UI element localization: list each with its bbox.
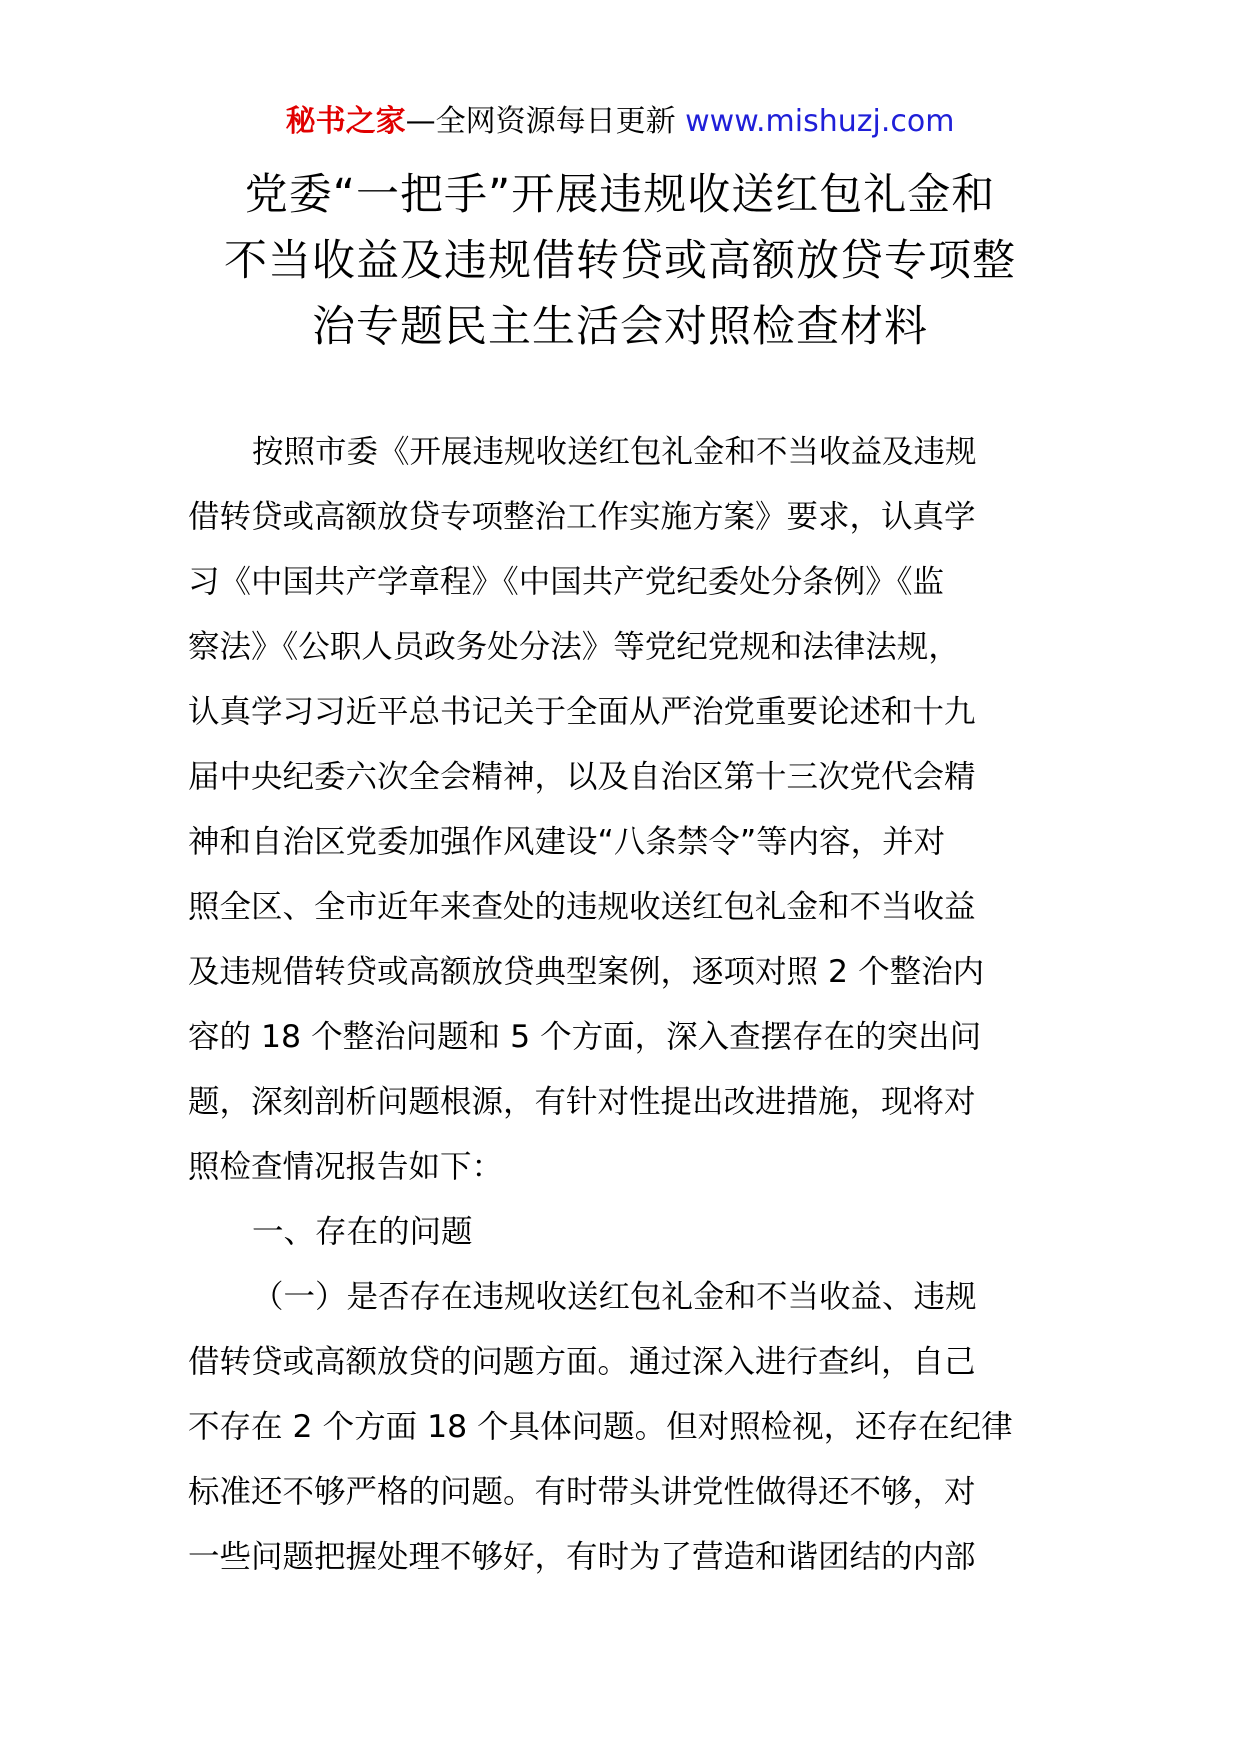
body-line: 一些问题把握处理不够好，有时为了营造和谐团结的内部 bbox=[188, 1539, 976, 1575]
body-line: 察法》《公职人员政务处分法》等党纪党规和法律法规， bbox=[188, 629, 960, 665]
body-line: 认真学习习近平总书记关于全面从严治党重要论述和十九 bbox=[188, 694, 976, 730]
site-banner bbox=[0, 100, 1240, 144]
body-line: 容的 18 个整治问题和 5 个方面，深入查摆存在的突出问 bbox=[188, 1019, 982, 1055]
banner-brand: 秘书之家 bbox=[285, 104, 406, 139]
body-line: 及违规借转贷或高额放贷典型案例，逐项对照 2 个整治内 bbox=[188, 954, 985, 990]
banner-slogan: —全网资源每日更新 bbox=[405, 104, 676, 139]
body-line: 照检查情况报告如下： bbox=[188, 1149, 504, 1185]
title-line: 治专题民主生活会对照检查材料 bbox=[312, 302, 928, 352]
body-line: 不存在 2 个方面 18 个具体问题。但对照检视，还存在纪律 bbox=[188, 1409, 1013, 1445]
body-line: 借转贷或高额放贷专项整治工作实施方案》要求，认真学 bbox=[188, 499, 976, 535]
banner-site-link[interactable]: www.mishuzj.com bbox=[685, 104, 955, 139]
body-line: 习《中国共产学章程》《中国共产党纪委处分条例》《监 bbox=[188, 564, 945, 600]
title-line: 党委“一把手”开展违规收送红包礼金和 bbox=[244, 170, 996, 220]
body-line: 标准还不够严格的问题。有时带头讲党性做得还不够，对 bbox=[188, 1474, 976, 1510]
document-body bbox=[188, 420, 1056, 1590]
body-line: 题，深刻剖析问题根源，有针对性提出改进措施，现将对 bbox=[188, 1084, 976, 1120]
document-title bbox=[150, 162, 1090, 360]
body-line: （一）是否存在违规收送红包礼金和不当收益、违规 bbox=[252, 1279, 977, 1315]
body-line: 神和自治区党委加强作风建设“八条禁令”等内容，并对 bbox=[188, 824, 946, 860]
body-line: 借转贷或高额放贷的问题方面。通过深入进行查纠，自己 bbox=[188, 1344, 976, 1380]
section-heading: 一、存在的问题 bbox=[252, 1214, 473, 1250]
body-line: 届中央纪委六次全会精神，以及自治区第十三次党代会精 bbox=[188, 759, 976, 795]
body-line: 按照市委《开展违规收送红包礼金和不当收益及违规 bbox=[252, 434, 977, 470]
body-line: 照全区、全市近年来查处的违规收送红包礼金和不当收益 bbox=[188, 889, 976, 925]
title-line: 不当收益及违规借转贷或高额放贷专项整 bbox=[224, 236, 1016, 286]
